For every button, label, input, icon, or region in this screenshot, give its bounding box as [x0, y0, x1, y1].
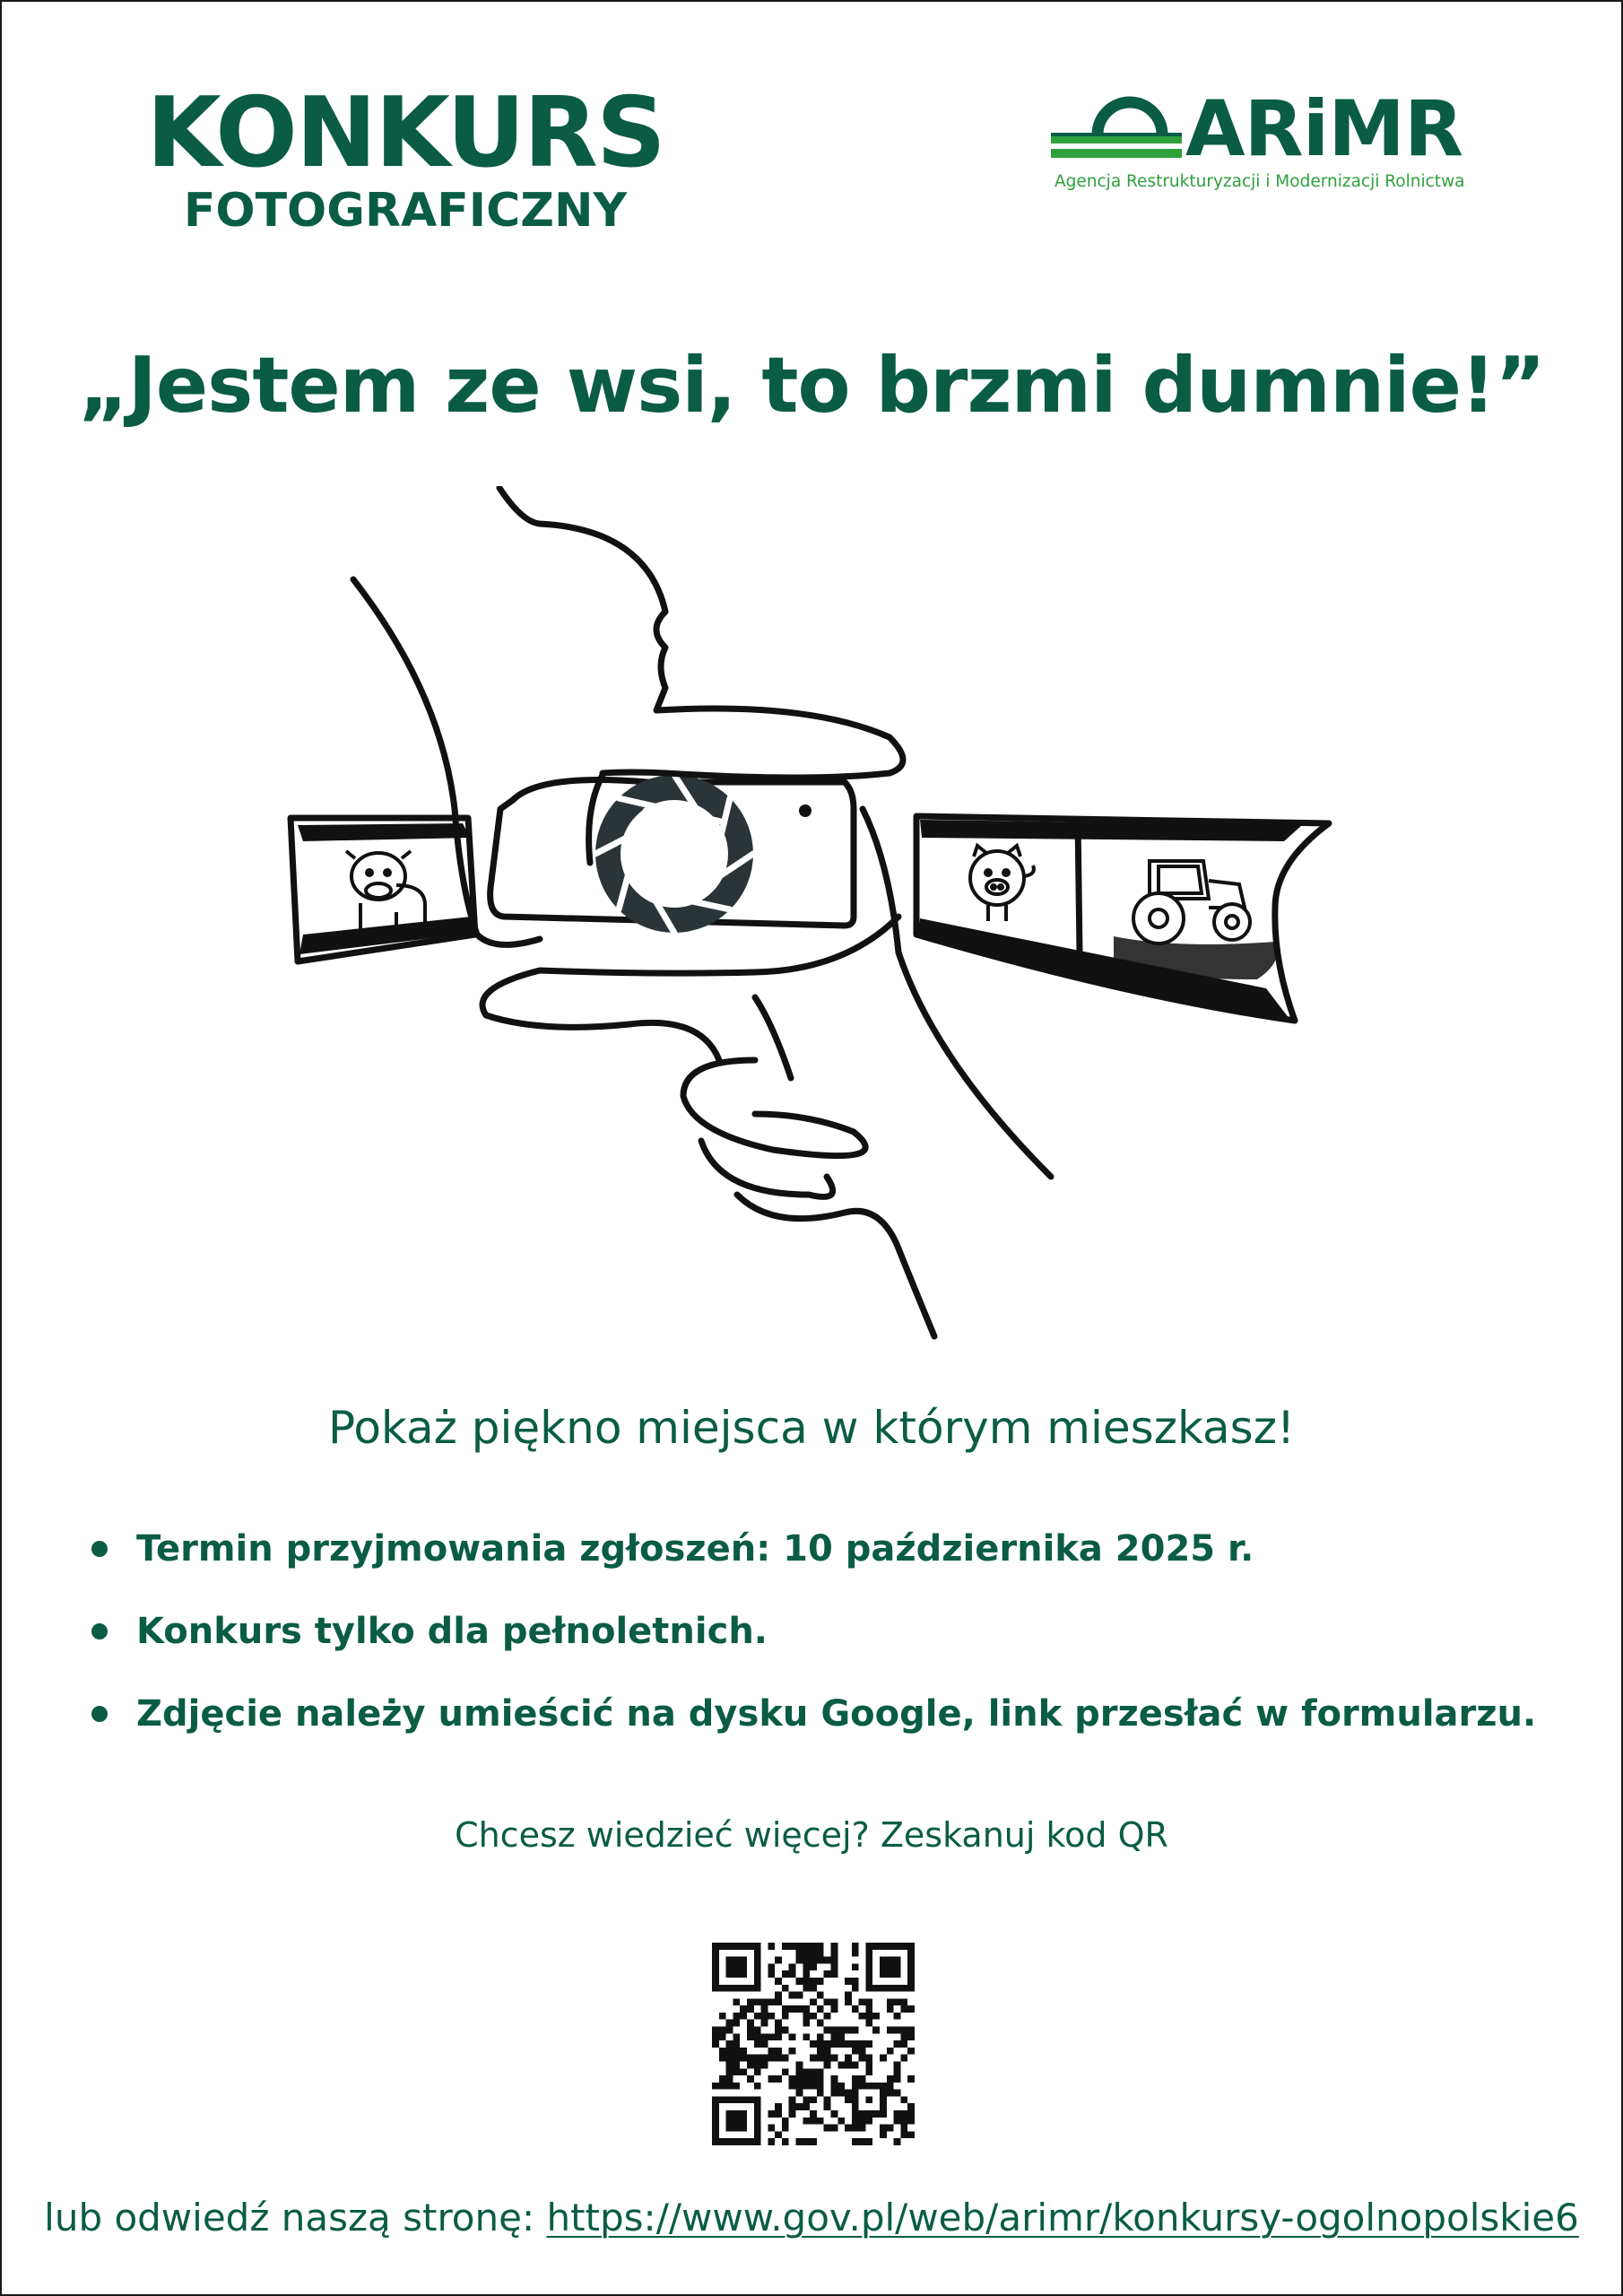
rule-adults-only [88, 1609, 1576, 1692]
more-info-text: Chcesz wiedzieć więcej? Zeskanuj kod QR [455, 1815, 1168, 1855]
tagline: Pokaż piękno miejsca w którym mieszkasz! [327, 1402, 1296, 1454]
camera-dot-icon [799, 804, 812, 817]
rule-text: Zdjęcie należy umieścić na dysku Google, link przesłać w formularzu. [136, 1693, 1537, 1735]
bullet-icon [91, 1541, 108, 1557]
bullet-icon [91, 1706, 108, 1722]
camera-hands-illustration [271, 486, 1365, 1347]
rule-deadline [88, 1526, 1576, 1609]
rule-submission [88, 1692, 1576, 1774]
arimr-logo [1051, 83, 1490, 199]
contest-slogan: „Jestem ze wsi, to brzmi dumnie!” [78, 341, 1545, 430]
logo-tagline: Agencja Restrukturyzacji i Modernizacji Rolnictwa [1055, 172, 1465, 191]
website-link[interactable]: https://www.gov.pl/web/arimr/konkursy-ogolnopolskie6 [546, 2196, 1579, 2239]
bullet-icon [91, 1623, 108, 1639]
contest-title [145, 77, 665, 239]
logo-wordmark: ARiMR [1185, 84, 1463, 174]
footer-prefix: lub odwiedź naszą stronę: [44, 2196, 547, 2239]
rule-text: Konkurs tylko dla pełnoletnich. [136, 1611, 768, 1652]
aperture-icon [595, 775, 753, 933]
rule-text: Termin przyjmowania zgłoszeń: 10 października 2025 r. [136, 1528, 1254, 1570]
footer [2, 2195, 1621, 2241]
upper-hand-icon [499, 488, 903, 778]
arimr-emblem-icon [1051, 83, 1185, 169]
rules-list [88, 1526, 1576, 1774]
qr-code-icon[interactable] [712, 1943, 915, 2145]
title-main: KONKURS [146, 77, 664, 189]
title-sub: FOTOGRAFICZNY [183, 184, 628, 238]
